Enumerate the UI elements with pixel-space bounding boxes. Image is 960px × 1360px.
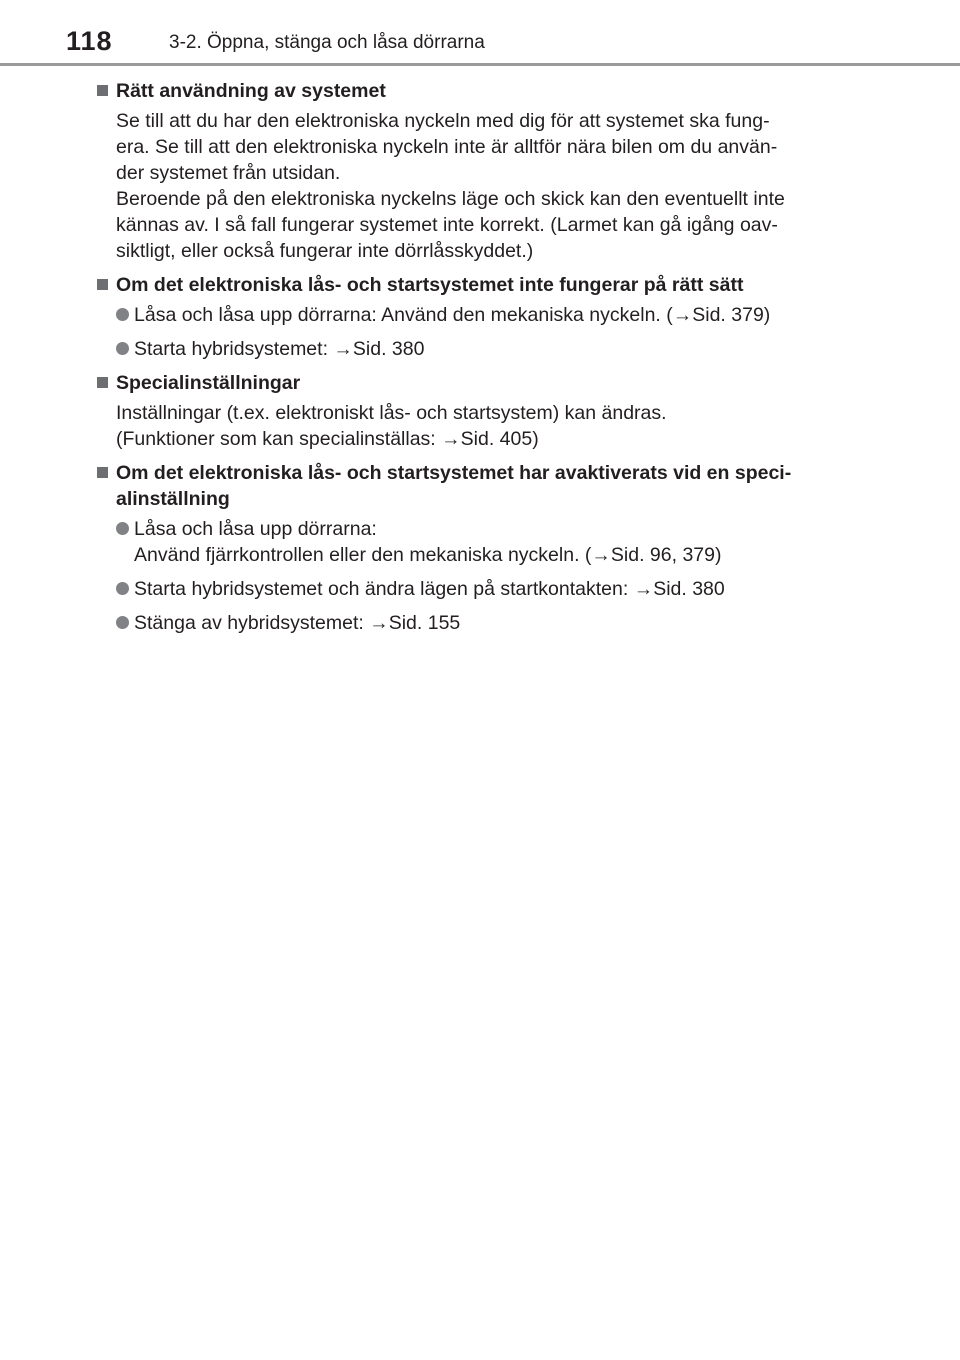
section-heading-line: Om det elektroniska lås- och startsystemet har avaktiverats vid en speci- [116,462,792,484]
paragraph-line: (Funktioner som kan specialinställas: →Sid. 405) [116,428,539,450]
list-item [116,302,867,328]
paragraph-line: kännas av. I så fall fungerar systemet inte korrekt. (Larmet kan gå igång oav- [116,214,778,236]
header-divider [0,63,960,66]
section-correct-use [97,78,867,264]
section-heading-text: Specialinställningar [116,372,301,394]
circle-bullet-icon [116,522,129,535]
section-paragraph [116,108,867,264]
section-system-deactivated [97,460,867,636]
section-paragraph [116,400,867,452]
section-heading [97,78,867,104]
section-heading [97,460,867,512]
circle-bullet-icon [116,616,129,629]
square-bullet-icon [97,279,108,290]
paragraph-line: Inställningar (t.ex. elektroniskt lås- och startsystem) kan ändras. [116,402,667,424]
circle-bullet-icon [116,582,129,595]
paragraph-line: der systemet från utsidan. [116,162,341,184]
section-heading-text [116,460,791,512]
list-item-line: Använd fjärrkontrollen eller den mekaniska nyckeln. (→Sid. 96, 379) [134,544,722,566]
list-item [116,610,867,636]
list-item [116,516,867,568]
section-heading-text: Rätt användning av systemet [116,80,386,102]
circle-bullet-icon [116,342,129,355]
list-item-text [134,576,725,602]
page-header [0,0,960,66]
list-item-text [134,610,460,636]
page-number: 118 [66,26,113,56]
square-bullet-icon [97,467,108,478]
paragraph-line: era. Se till att den elektroniska nyckeln inte är alltför nära bilen om du använ- [116,136,778,158]
section-system-not-working [97,272,867,362]
list-item [116,336,867,362]
list-item-line: Starta hybridsystemet och ändra lägen på startkontakten: →Sid. 380 [134,578,725,600]
paragraph-line: siktligt, eller också fungerar inte dörrlåsskyddet.) [116,240,534,262]
square-bullet-icon [97,377,108,388]
list-item-line: Stänga av hybridsystemet: →Sid. 155 [134,612,461,634]
list-item-text [134,302,770,328]
paragraph-line: Beroende på den elektroniska nyckelns läge och skick kan den eventuellt inte [116,188,785,210]
paragraph-line: Se till att du har den elektroniska nyckeln med dig för att systemet ska fung- [116,110,770,132]
section-heading-line: alinställning [116,488,230,510]
square-bullet-icon [97,85,108,96]
list-item [116,576,867,602]
list-item-text [134,516,721,568]
list-item-line: Starta hybridsystemet: →Sid. 380 [134,338,425,360]
chapter-title: 3-2. Öppna, stänga och låsa dörrarna [169,32,485,53]
circle-bullet-icon [116,308,129,321]
list-item-text [134,336,424,362]
section-heading [97,272,867,298]
section-heading [97,370,867,396]
list-item-line: Låsa och låsa upp dörrarna: Använd den mekaniska nyckeln. (→Sid. 379) [134,304,771,326]
list-item-line: Låsa och låsa upp dörrarna: [134,518,377,540]
section-special-settings [97,370,867,452]
section-heading-text: Om det elektroniska lås- och startsystemet inte fungerar på rätt sätt [116,274,744,296]
page-content [97,78,867,644]
